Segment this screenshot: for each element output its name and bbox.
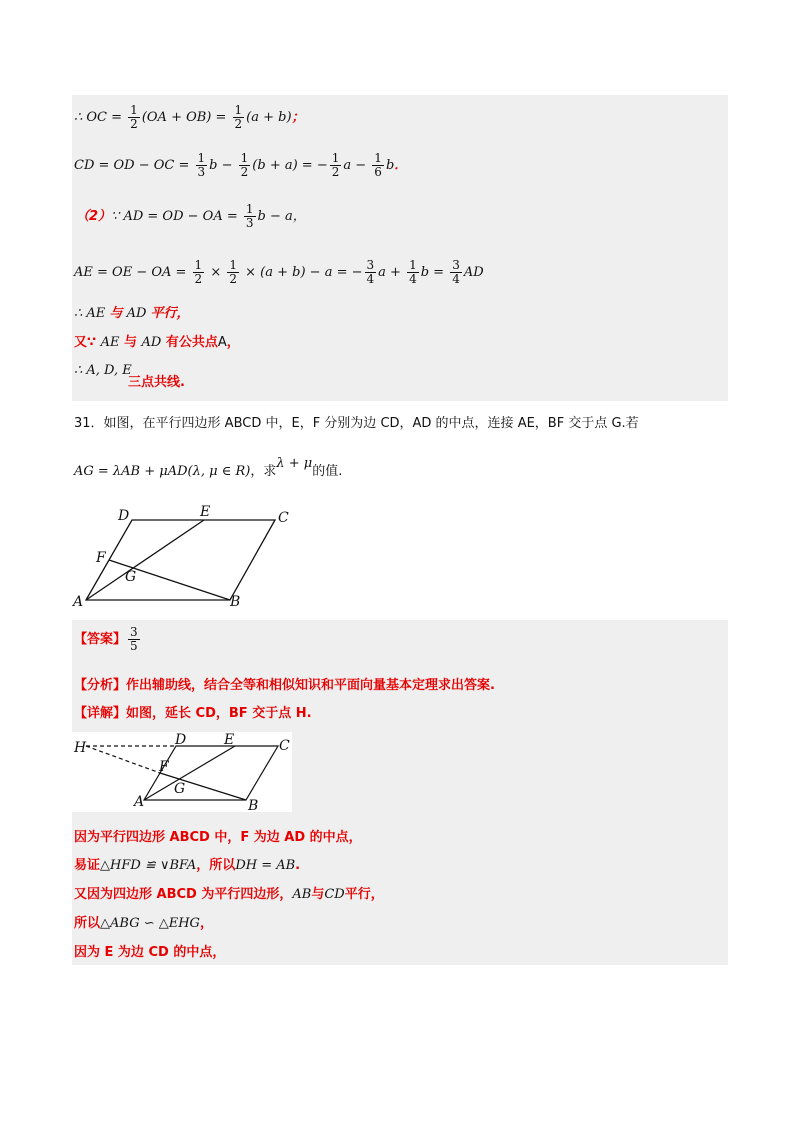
- figure1-label-A: A: [73, 594, 84, 610]
- figure2-label-D: D: [175, 732, 187, 748]
- solution-line-4: AE = OE − OA = $\frac{1}{2}$ × $\frac{1}{2}$ × (a + b) − a = − $\frac{3}{4}$ a + $\frac{1}{4}$ b = $\frac{3}{4}$ AD: [74, 258, 484, 286]
- previous-solution-block: [72, 95, 728, 401]
- step-1: 因为平行四边形 ABCD 中，F 为边 AD 的中点，: [74, 830, 362, 845]
- figure2-label-E: E: [224, 732, 235, 748]
- figure1-label-B: B: [230, 594, 241, 610]
- figure2-label-G: G: [174, 781, 186, 797]
- step-2: 易证△HFD ≌ ∨BFA，所以DH = AB.: [74, 858, 301, 873]
- solution-line-2: CD = OD − OC = $\frac{1}{3}$ b − $\frac{1}{2}$ (b + a) = − $\frac{1}{2}$ a − $\frac{1}{6}$ b．: [74, 151, 408, 179]
- solution-line-7: ∴ A, D, E: [74, 363, 132, 378]
- figure2-label-F: F: [159, 759, 169, 775]
- parallelogram-figure: [70, 500, 310, 615]
- figure1-label-C: C: [278, 510, 289, 526]
- figure1-label-G: G: [125, 569, 137, 585]
- solution-line-1: ∴ OC = $\frac{1}{2}$ (OA + OB) = $\frac{1}{2}$ (a + b)；: [74, 103, 305, 131]
- figure2-label-A: A: [134, 794, 145, 810]
- step-3: 又因为四边形 ABCD 为平行四边形，AB与CD平行，: [74, 887, 384, 902]
- extended-parallelogram-figure: [72, 732, 292, 812]
- figure1-label-E: E: [200, 504, 211, 520]
- solution-line-7-conclusion: 三点共线.: [128, 375, 185, 390]
- figure2-label-H: H: [74, 740, 87, 756]
- figure2-label-C: C: [279, 738, 290, 754]
- figure1-label-F: F: [96, 550, 106, 566]
- problem-formula-line: AG = λAB + μAD(λ, μ ∈ R)，求λ + μ的值.: [74, 456, 343, 479]
- problem-statement: 31．如图，在平行四边形 ABCD 中，E，F 分别为边 CD，AD 的中点，连接 AE，BF 交于点 G.若: [74, 416, 639, 431]
- solution-line-3: （2）∵ AD = OD − OA = $\frac{1}{3}$ b − a，: [76, 202, 306, 230]
- solution-line-5: ∴ AE 与 AD 平行，: [74, 306, 190, 321]
- detail-line: 【详解】如图，延长 CD，BF 交于点 H.: [74, 706, 312, 721]
- figure1-label-D: D: [118, 508, 130, 524]
- solution-line-6: 又∵ AE 与 AD 有公共点A，: [74, 335, 240, 350]
- step-4: 所以△ABG ∽ △EHG，: [74, 916, 213, 931]
- step-5: 因为 E 为边 CD 的中点，: [74, 945, 226, 960]
- answer-line: 【答案】 $\frac{3}{5}$: [74, 625, 138, 653]
- analysis-line: 【分析】作出辅助线，结合全等和相似知识和平面向量基本定理求出答案.: [74, 678, 495, 693]
- figure2-label-B: B: [248, 798, 259, 812]
